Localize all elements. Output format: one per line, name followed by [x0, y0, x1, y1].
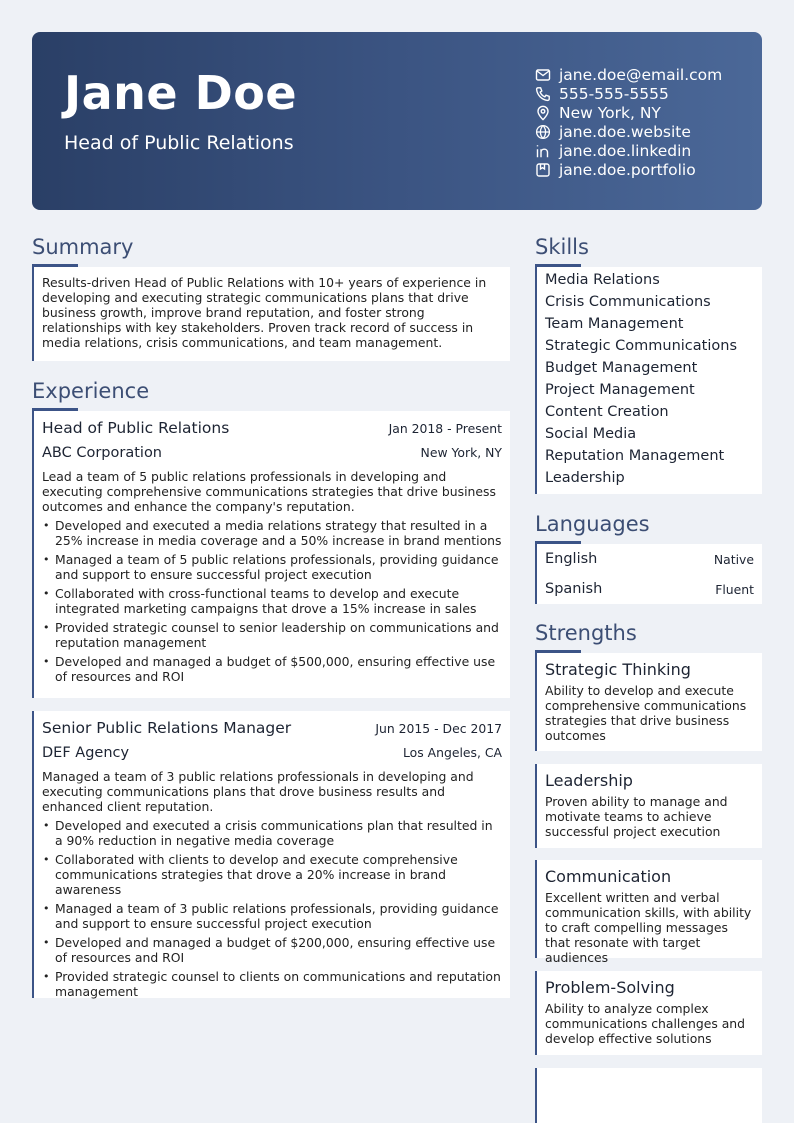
contact-text: jane.doe.website	[559, 122, 691, 141]
contact-linkedin[interactable]	[535, 141, 722, 160]
list-item: • Managed a team of 5 public relations professionals, providing guidance and support to ensure successful project execution	[42, 552, 502, 582]
skill-item: Content Creation	[545, 404, 669, 420]
list-item: • Developed and executed a crisis communications plan that resulted in a 90% reduction in negative media coverage	[42, 818, 502, 848]
globe-icon	[535, 124, 551, 140]
contact-website[interactable]	[535, 122, 722, 141]
language-name: English	[545, 551, 598, 567]
skill-item: Social Media	[545, 426, 637, 442]
list-item: • Collaborated with clients to develop and execute comprehensive communications strategies that drove a 20% increase in brand awareness	[42, 852, 502, 897]
linkedin-icon	[535, 143, 551, 159]
strength-title: Leadership	[545, 771, 633, 790]
strength-description: Excellent written and verbal communication skills, with ability to craft compelling messages that resonate with target audiences	[545, 890, 752, 965]
strength-card-empty	[535, 1068, 762, 1123]
mail-icon	[535, 67, 551, 83]
contact-text: jane.doe.linkedin	[559, 141, 692, 160]
strength-card	[535, 653, 762, 751]
summary-text: Results-driven Head of Public Relations with 10+ years of experience in developing and executing strategic communications plans that drive business growth, improve brand reputation, and foster strong relationships with key stakeholders. Proven track record of success in media relations, crisis communications, and team management.	[42, 275, 487, 350]
job-date: Jan 2018 - Present	[388, 421, 502, 436]
strength-card	[535, 860, 762, 965]
contact-text: jane.doe@email.com	[559, 65, 723, 84]
candidate-name: Jane Doe	[64, 66, 298, 120]
skill-item: Budget Management	[545, 360, 698, 376]
candidate-role: Head of Public Relations	[64, 132, 294, 154]
skill-item: Strategic Communications	[545, 338, 737, 354]
language-row	[545, 544, 754, 574]
contact-text: New York, NY	[559, 103, 661, 122]
skill-item: Crisis Communications	[545, 294, 711, 310]
job-card	[32, 711, 510, 998]
strength-title: Communication	[545, 867, 672, 886]
languages-heading: Languages	[535, 512, 650, 536]
strength-description: Ability to develop and execute comprehensive communications strategies that drive business outcomes	[545, 683, 747, 743]
resume-header	[32, 32, 762, 210]
strength-description: Proven ability to manage and motivate teams to achieve successful project execution	[545, 794, 728, 839]
contact-phone[interactable]	[535, 84, 722, 103]
job-company: ABC Corporation	[42, 445, 163, 461]
job-title: Senior Public Relations Manager	[42, 719, 292, 737]
job-bullets	[42, 818, 502, 999]
contact-text: 555-555-5555	[559, 84, 669, 103]
contact-email[interactable]	[535, 65, 722, 84]
experience-heading: Experience	[32, 379, 150, 403]
skills-card	[535, 267, 762, 494]
job-date: Jun 2015 - Dec 2017	[375, 721, 502, 736]
job-company: DEF Agency	[42, 745, 130, 761]
list-item: • Developed and managed a budget of $200,000, ensuring effective use of resources and ROI	[42, 935, 502, 965]
language-row	[545, 574, 754, 604]
language-level: Fluent	[715, 581, 754, 597]
skill-item: Team Management	[545, 316, 684, 332]
languages-card	[535, 544, 762, 604]
skill-item: Leadership	[545, 470, 625, 486]
skills-heading: Skills	[535, 235, 589, 259]
job-location: Los Angeles, CA	[402, 745, 502, 760]
list-item: • Provided strategic counsel to clients on communications and reputation management	[42, 969, 502, 999]
strength-card	[535, 971, 762, 1055]
job-description: Managed a team of 3 public relations professionals in developing and executing communications plans that drove business results and enhanced client reputation.	[42, 769, 474, 814]
job-card	[32, 411, 510, 698]
strength-title: Strategic Thinking	[545, 660, 691, 679]
skill-item: Media Relations	[545, 272, 660, 288]
list-item: • Collaborated with cross-functional teams to develop and execute integrated marketing campaigns that drove a 15% increase in sales	[42, 586, 502, 616]
contact-location	[535, 103, 722, 122]
list-item: • Developed and executed a media relations strategy that resulted in a 25% increase in media coverage and a 50% increase in brand mentions	[42, 518, 502, 548]
skill-item: Reputation Management	[545, 448, 725, 464]
language-name: Spanish	[545, 581, 603, 597]
skill-item: Project Management	[545, 382, 695, 398]
job-bullets	[42, 518, 502, 684]
job-description: Lead a team of 5 public relations professionals in developing and executing comprehensive communications strategies that drive business outcomes and enhance the company's reputation.	[42, 469, 496, 514]
list-item: • Developed and managed a budget of $500,000, ensuring effective use of resources and ROI	[42, 654, 502, 684]
list-item: • Provided strategic counsel to senior leadership on communications and reputation management	[42, 620, 502, 650]
job-title: Head of Public Relations	[42, 419, 230, 437]
strength-card	[535, 764, 762, 848]
summary-card	[32, 267, 510, 361]
portfolio-icon	[535, 162, 551, 178]
summary-heading: Summary	[32, 235, 134, 259]
list-item: • Managed a team of 3 public relations professionals, providing guidance and support to ensure successful project execution	[42, 901, 502, 931]
strengths-heading: Strengths	[535, 621, 637, 645]
contact-portfolio[interactable]	[535, 160, 722, 179]
phone-icon	[535, 86, 551, 102]
contact-list	[535, 65, 722, 179]
location-icon	[535, 105, 551, 121]
job-location: New York, NY	[420, 445, 502, 460]
contact-text: jane.doe.portfolio	[559, 160, 696, 179]
language-level: Native	[713, 551, 754, 567]
strength-description: Ability to analyze complex communications challenges and develop effective solutions	[545, 1001, 746, 1046]
strength-title: Problem-Solving	[545, 978, 675, 997]
